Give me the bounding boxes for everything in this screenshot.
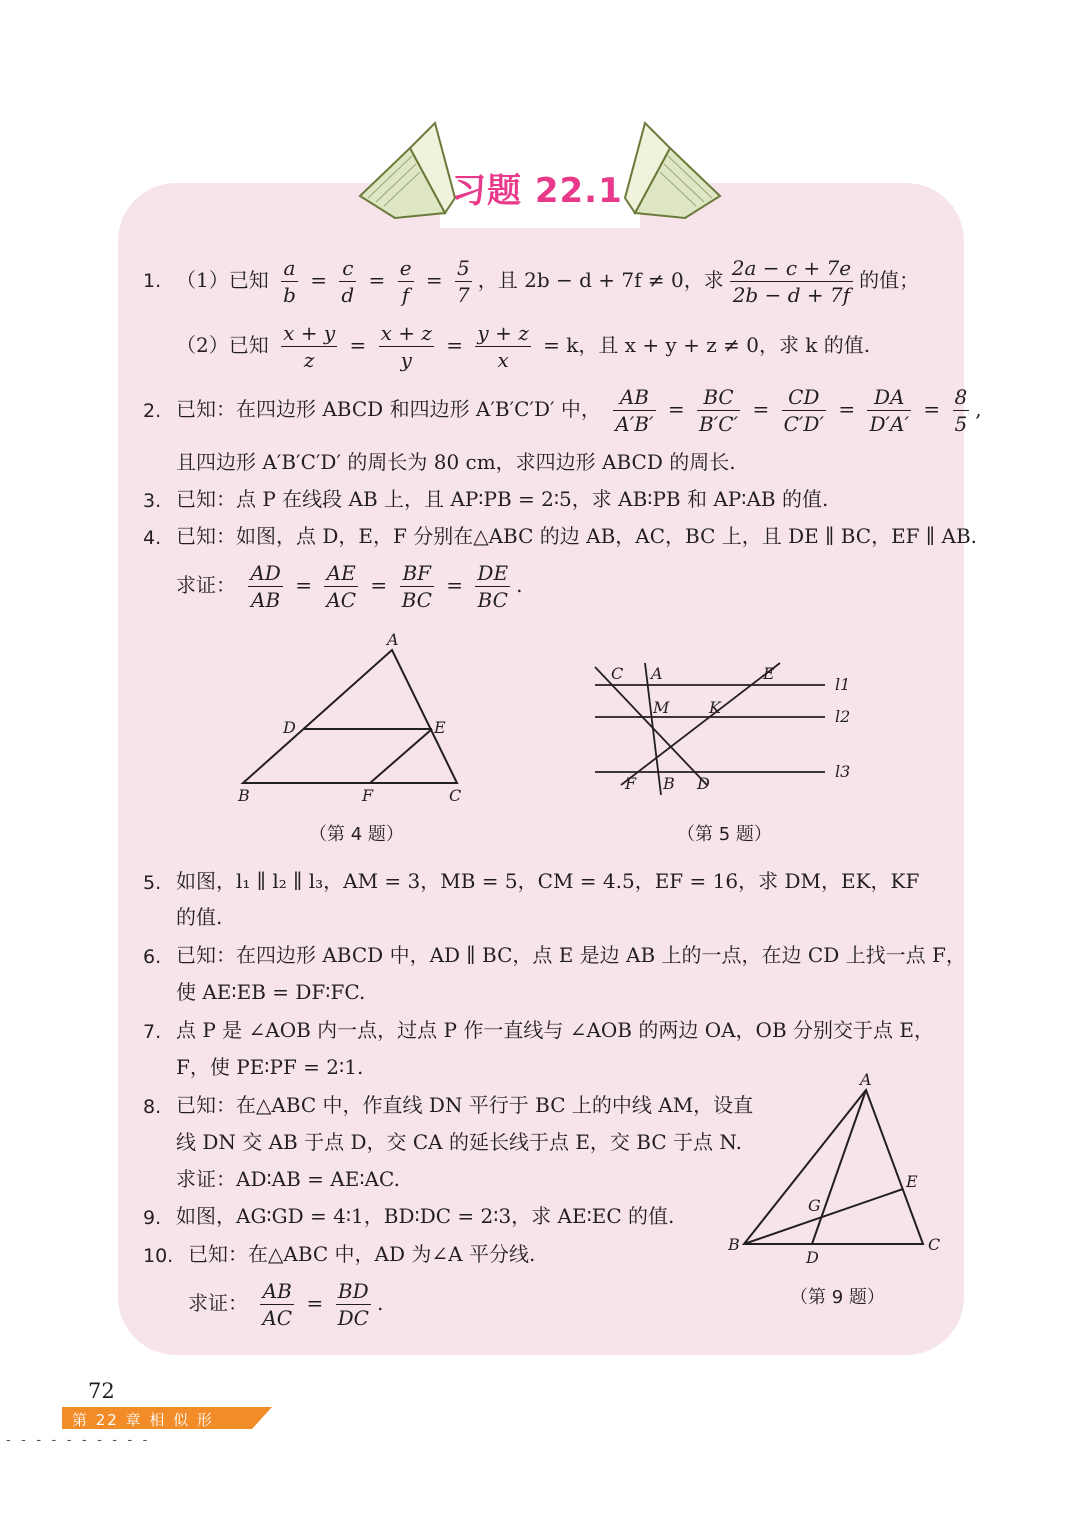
label-a: A (387, 630, 399, 649)
fraction: $\frac{BF}{BC}$ (401, 561, 432, 612)
q7-text2: F，使 PE∶PF = 2∶1. (176, 1055, 364, 1079)
divider-dots: - - - - - - - - - - (6, 1432, 151, 1448)
q8-text2: 线 DN 交 AB 于点 D，交 CA 的延长线于点 E，交 BC 于点 N. (176, 1130, 742, 1154)
triangle-abc (744, 1090, 923, 1244)
q2-line1: 已知：在四边形 ABCD 和四边形 A′B′C′D′ 中， $\frac{AB}{A'B'}$ = $\frac{BC}{B'C'}$ = $\frac{CD}{C'D'}$ = $\frac{DA}{D'A'}$ = $\frac{8}{5}$ , (176, 385, 982, 436)
segment-ad (812, 1090, 866, 1244)
fraction: $\frac{AD}{AB}$ (250, 561, 281, 612)
question-number: 2. (143, 400, 162, 422)
q6-text: 已知：在四边形 ABCD 中，AD ∥ BC，点 E 是边 AB 上的一点，在边 CD 上找一点 F， (176, 943, 966, 967)
fraction: $\frac{BC}{B'C'}$ (699, 385, 739, 436)
fraction: $\frac{x + z}{y}$ (380, 321, 432, 372)
label-f: F (625, 774, 637, 793)
q10-text: 已知：在△ABC 中，AD 为∠A 平分线. (188, 1242, 536, 1266)
q1-part2: （2）已知 $\frac{x + y}{z}$ = $\frac{x + z}{y}$ = $\frac{y + z}{x}$ = k，且 x + y + z ≠ 0，求 k 的值. (176, 321, 871, 372)
triangle-abc (243, 650, 457, 783)
q9-text: 如图，AG∶GD = 4∶1，BD∶DC = 2∶3，求 AE∶EC 的值. (176, 1204, 675, 1228)
fraction: $\frac{c}{d}$ (341, 256, 355, 307)
book-icon (360, 123, 455, 218)
label-c: C (611, 664, 624, 683)
q5-text2: 的值. (176, 905, 223, 929)
q4-text: 已知：如图，点 D，E，F 分别在△ABC 的边 AB，AC，BC 上，且 DE ∥ BC，EF ∥ AB. (176, 524, 977, 548)
figure-4-caption: （第 4 题） (309, 824, 404, 845)
fraction: $\frac{AB}{A'B'}$ (615, 385, 654, 436)
label-l1: l1 (835, 675, 851, 694)
question-number: 9. (143, 1207, 162, 1229)
question-number: 7. (143, 1021, 162, 1043)
label-b: B (663, 774, 675, 793)
question-number: 1. (143, 270, 162, 292)
label-l2: l2 (835, 707, 851, 726)
q3-text: 已知：点 P 在线段 AB 上，且 AP∶PB = 2∶5，求 AB∶PB 和 AP∶AB 的值. (176, 487, 829, 511)
line-fe (621, 663, 780, 785)
label-e: E (763, 664, 775, 683)
fraction: $\frac{8}{5}$ (954, 385, 968, 436)
label-e: E (434, 718, 446, 737)
q6-text2: 使 AE∶EB = DF∶FC. (176, 980, 366, 1004)
fraction: $\frac{e}{f}$ (399, 256, 412, 307)
fraction: $\frac{DA}{D'A'}$ (869, 385, 910, 436)
q1-part1: （1）已知 $\frac{a}{b}$ = $\frac{c}{d}$ = $\frac{e}{f}$ = $\frac{5}{7}$ ，且 2b − d + 7f ≠ 0，求 $\frac{2a - c + 7e}{2b - d + 7f}$ 的值； (176, 256, 920, 307)
fraction: $\frac{a}{b}$ (283, 256, 296, 307)
fraction: $\frac{AB}{AC}$ (262, 1279, 293, 1330)
q8-text: 已知：在△ABC 中，作直线 DN 平行于 BC 上的中线 AM，设直 (176, 1093, 754, 1117)
figure-9-caption: （第 9 题） (790, 1287, 885, 1308)
fraction: $\frac{CD}{C'D'}$ (783, 385, 824, 436)
label-c: C (449, 786, 462, 805)
question-number: 4. (143, 527, 162, 549)
q7-text: 点 P 是 ∠AOB 内一点，过点 P 作一直线与 ∠AOB 的两边 OA，OB 分别交于点 E， (176, 1018, 934, 1042)
figure-4 (225, 625, 475, 810)
figure-5 (585, 655, 860, 805)
q1-part1-end: 的值； (859, 268, 920, 292)
label-d: D (806, 1248, 819, 1267)
question-number: 5. (143, 872, 162, 894)
fraction: $\frac{5}{7}$ (457, 256, 470, 307)
label-c: C (928, 1235, 941, 1254)
chapter-label: 第 22 章 相 似 形 (72, 1411, 214, 1429)
question-number: 3. (143, 490, 162, 512)
label-k: K (709, 698, 721, 717)
label-b: B (238, 786, 250, 805)
q1-part1-middle: ，且 2b − d + 7f ≠ 0，求 (477, 268, 724, 292)
fraction: $\frac{AE}{AC}$ (326, 561, 357, 612)
label-g: G (808, 1196, 821, 1215)
label-a: A (651, 664, 663, 683)
segment-ef (370, 729, 432, 783)
q1-part2-end: = k，且 x + y + z ≠ 0，求 k 的值. (543, 333, 871, 357)
figure-9 (720, 1065, 950, 1270)
question-number: 6. (143, 946, 162, 968)
q2-prefix: 已知：在四边形 ABCD 和四边形 A′B′C′D′ 中， (176, 397, 601, 421)
segment-be (744, 1189, 903, 1244)
q10-prove-label: 求证： (188, 1291, 248, 1315)
q2-line2: 且四边形 A′B′C′D′ 的周长为 80 cm，求四边形 ABCD 的周长. (176, 450, 736, 474)
book-icon (625, 123, 720, 218)
fraction: $\frac{DE}{BC}$ (477, 561, 509, 612)
q5-text: 如图，l₁ ∥ l₂ ∥ l₃，AM = 3，MB = 5，CM = 4.5，EF = 16，求 DM，EK，KF (176, 869, 920, 893)
label-f: F (362, 786, 374, 805)
q1-part1-prefix: （1）已知 (176, 268, 269, 292)
q4-prove: 求证： $\frac{AD}{AB}$ = $\frac{AE}{AC}$ = $\frac{BF}{BC}$ = $\frac{DE}{BC}$ . (176, 561, 523, 612)
label-d: D (697, 774, 710, 793)
q8-text3: 求证：AD∶AB = AE∶AC. (176, 1167, 400, 1191)
q10-prove: 求证： $\frac{AB}{AC}$ = $\frac{BD}{DC}$ . (188, 1279, 384, 1330)
fraction: $\frac{2a - c + 7e}{2b - d + 7f}$ (731, 256, 852, 307)
question-number: 10. (143, 1245, 174, 1267)
label-d: D (283, 718, 296, 737)
page-title: 习题 22.1 (452, 171, 623, 211)
q4-prove-label: 求证： (176, 573, 236, 597)
fraction: $\frac{x + y}{z}$ (283, 321, 336, 372)
page-number: 72 (88, 1379, 115, 1403)
label-l3: l3 (835, 762, 851, 781)
figure-5-caption: （第 5 题） (677, 824, 772, 845)
question-number: 8. (143, 1096, 162, 1118)
fraction: $\frac{y + z}{x}$ (477, 321, 529, 372)
label-m: M (653, 698, 670, 717)
fraction: $\frac{BD}{DC}$ (337, 1279, 369, 1330)
label-a: A (860, 1070, 872, 1089)
q1-part2-prefix: （2）已知 (176, 333, 269, 357)
label-e: E (906, 1172, 918, 1191)
label-b: B (728, 1235, 740, 1254)
